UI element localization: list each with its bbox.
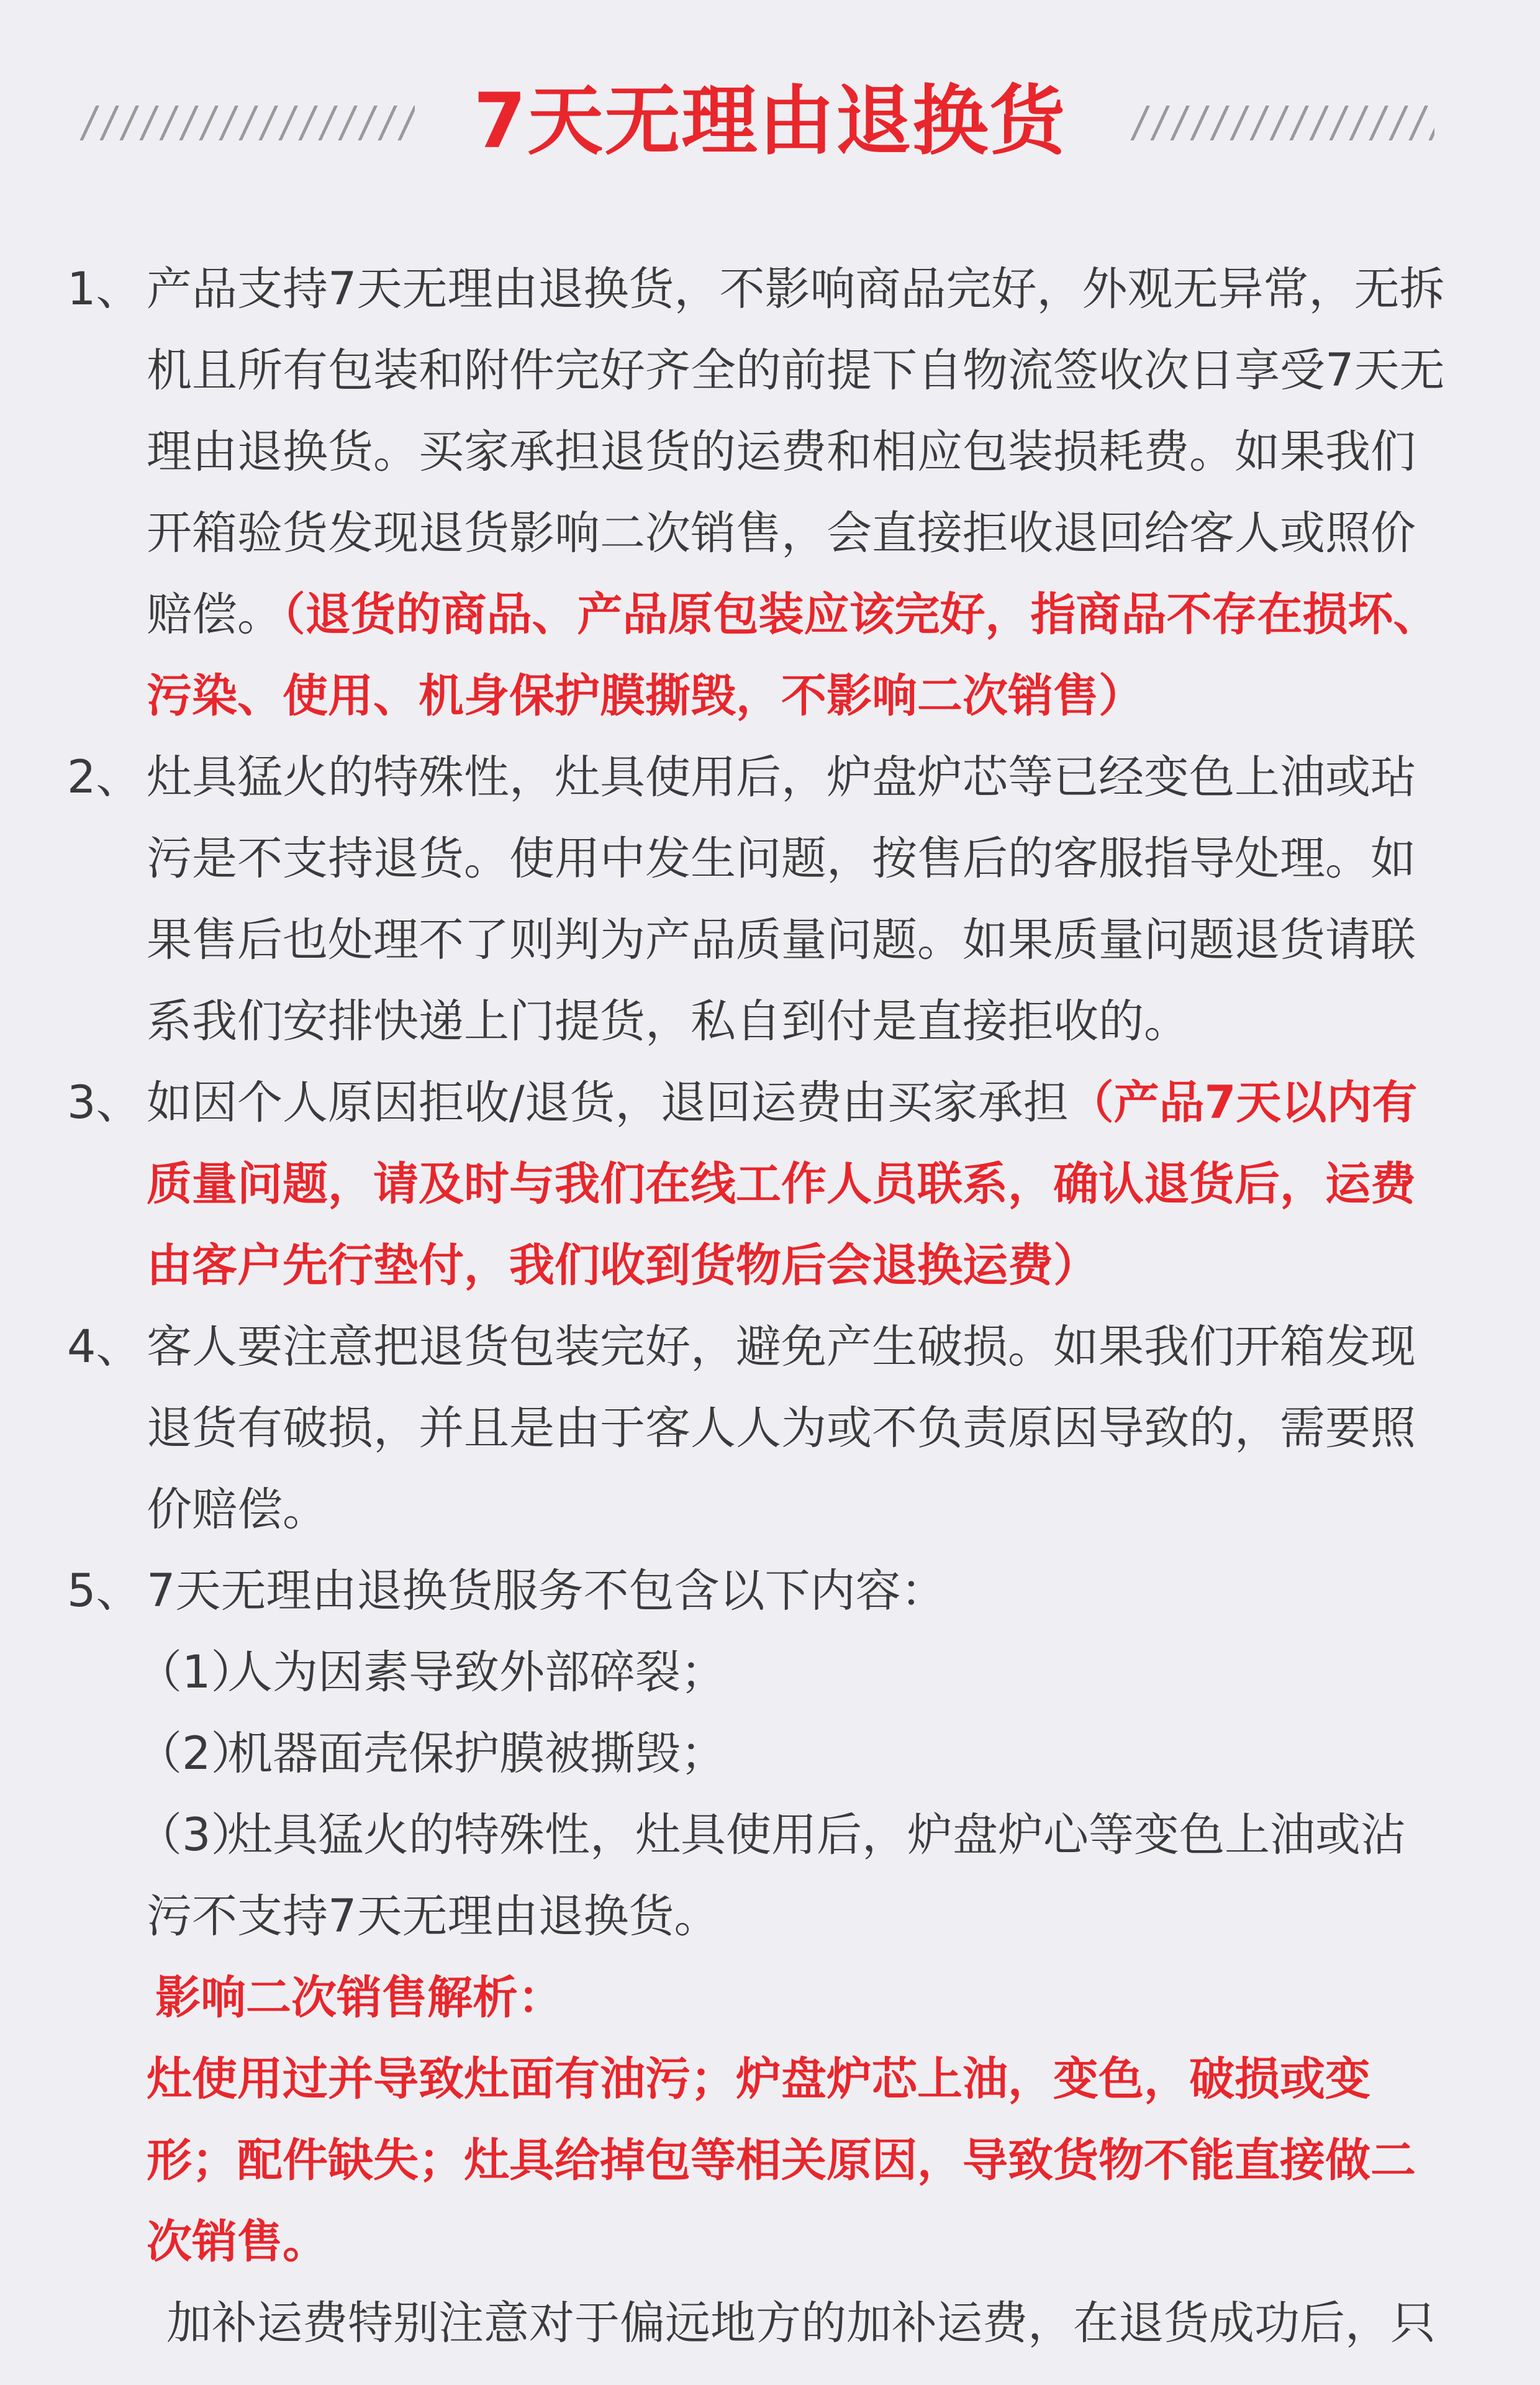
shipping-note: 加补运费特别注意对于偏远地方的加补运费，在退货成功后，只 — [166, 2297, 1436, 2350]
exclusion-continuation: 污不支持7天无理由退换货。 — [147, 1890, 720, 1943]
item-number: 4、 — [67, 1320, 142, 1373]
policy-content — [67, 248, 1453, 2364]
policy-item-3 — [67, 1062, 1453, 1306]
analysis-body: 灶使用过并导致灶面有油污；炉盘炉芯上油，变色，破损或变形；配件缺失；灶具给掉包等相关原因，导致货物不能直接做二次销售。 — [147, 2053, 1416, 2268]
policy-item-4 — [67, 1306, 1453, 1550]
exclusion-text: 人为因素导致外部碎裂； — [227, 1646, 726, 1699]
exclusion-item-1 — [67, 1632, 1453, 1713]
exclusion-item-2 — [67, 1713, 1453, 1794]
exclusion-label: （1） — [137, 1646, 256, 1699]
item-number: 1、 — [67, 263, 142, 316]
exclusion-label: （3） — [137, 1809, 256, 1861]
exclusion-label: （2） — [137, 1727, 256, 1780]
item-text: 7天无理由退换货服务不包含以下内容： — [147, 1565, 946, 1617]
item-number: 3、 — [67, 1076, 142, 1129]
policy-item-5 — [67, 1550, 1453, 1632]
page-title: 7天无理由退换货 — [473, 77, 1067, 165]
decorative-hatch-left — [79, 106, 415, 140]
item-highlight: （退货的商品、产品原包装应该完好，指商品不存在损坏、污染、使用、机身保护膜撕毁，不影响二次销售） — [147, 588, 1439, 722]
policy-item-2 — [67, 737, 1453, 1062]
item-highlight: （产品7天以内有质量问题，请及时与我们在线工作人员联系，确认退货后，运费由客户先行垫付，我们收到货物后会退换运费） — [147, 1076, 1418, 1292]
decorative-hatch-right — [1130, 106, 1434, 140]
item-number: 5、 — [67, 1565, 142, 1617]
analysis-heading-text: 影响二次销售解析： — [155, 1971, 563, 2024]
policy-item-1 — [67, 248, 1453, 737]
exclusion-item-3 — [67, 1794, 1453, 1876]
item-number: 2、 — [67, 751, 142, 804]
header — [0, 68, 1540, 180]
analysis-heading — [67, 1957, 1453, 2038]
item-text: 客人要注意把退货包装完好，避免产生破损。如果我们开箱发现退货有破损，并且是由于客人人为或不负责原因导致的，需要照价赔偿。 — [147, 1320, 1416, 1536]
exclusion-text: 机器面壳保护膜被撕毁； — [227, 1727, 726, 1780]
item-text: 如因个人原因拒收/退货，退回运费由买家承担 — [147, 1076, 1069, 1129]
exclusion-text: 灶具猛火的特殊性，灶具使用后，炉盘炉心等变色上油或沾 — [227, 1809, 1406, 1861]
item-text: 产品支持7天无理由退换货，不影响商品完好，外观无异常，无拆机且所有包装和附件完好齐全的前提下自物流签收次日享受7天无理由退换货。买家承担退货的运费和相应包装损耗费。如果我们开箱验货发现退货影响二次销售，会直接拒收退回给客人或照价赔偿。 — [147, 263, 1445, 641]
item-text: 灶具猛火的特殊性，灶具使用后，炉盘炉芯等已经变色上油或玷污是不支持退货。使用中发生问题，按售后的客服指导处理。如果售后也处理不了则判为产品质量问题。如果质量问题退货请联系我们安排快递上门提货，私自到付是直接拒收的。 — [147, 751, 1416, 1048]
